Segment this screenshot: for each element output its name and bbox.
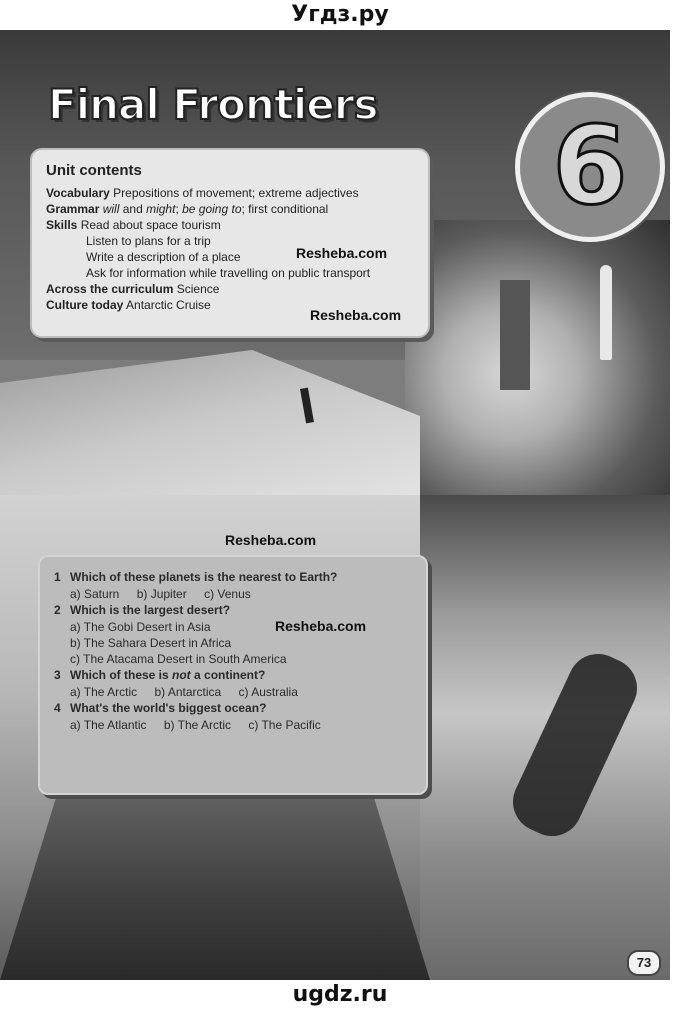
grammar-might: might <box>146 202 176 216</box>
skill-item: Write a description of a place <box>86 250 241 264</box>
vocabulary-label: Vocabulary <box>46 186 110 200</box>
space-shuttle <box>600 265 612 360</box>
site-header: Угдз.ру <box>291 2 389 27</box>
quiz-option: c) The Atacama Desert in South America <box>70 652 287 666</box>
culture-label: Culture today <box>46 298 124 312</box>
quiz-option: b) Antarctica <box>154 685 222 699</box>
quiz-option: a) The Gobi Desert in Asia <box>70 620 211 634</box>
quiz-option: b) Jupiter <box>136 587 187 601</box>
quiz-question <box>54 700 412 717</box>
quiz-option: c) The Pacific <box>248 718 321 732</box>
culture-text: Antarctic Cruise <box>126 298 211 312</box>
curriculum-text: Science <box>176 282 220 296</box>
grammar-rest: ; first conditional <box>241 202 329 216</box>
skill-item: Listen to plans for a trip <box>86 234 211 248</box>
question-text: Which of these is <box>70 668 173 682</box>
unit-number-badge <box>515 92 665 242</box>
contents-heading: Unit contents <box>46 162 142 179</box>
grammar-will: will <box>102 202 120 216</box>
skills-row <box>46 217 414 233</box>
question-text: a continent? <box>190 668 266 682</box>
skill-item: Ask for information while travelling on public transport <box>86 266 371 280</box>
question-number: 4 <box>54 701 61 715</box>
grammar-sep: ; <box>175 202 183 216</box>
quiz-question <box>54 569 412 586</box>
quiz-option: a) The Arctic <box>70 685 138 699</box>
grammar-row <box>46 201 414 217</box>
skill-item: Read about space tourism <box>80 218 221 232</box>
quiz-option: a) Saturn <box>70 587 120 601</box>
unit-number: 6 <box>552 104 628 229</box>
quiz-box <box>38 555 428 795</box>
launch-tower <box>500 280 530 390</box>
unit-title: Final Frontiers <box>48 80 378 129</box>
skills-label: Skills <box>46 218 78 232</box>
question-emphasis: not <box>172 668 191 682</box>
watermark: Resheba.com <box>275 618 367 634</box>
shuttle-launch-photo <box>405 220 670 500</box>
textbook-page <box>0 30 670 980</box>
watermark: Resheba.com <box>296 245 388 261</box>
desert-dune-photo <box>0 350 420 515</box>
grammar-label: Grammar <box>46 202 100 216</box>
question-number: 2 <box>54 603 61 617</box>
quiz-option: a) The Atlantic <box>70 718 147 732</box>
curriculum-row <box>46 281 414 297</box>
quiz-option: c) Venus <box>204 587 251 601</box>
quiz-question <box>54 602 412 619</box>
vocabulary-text: Prepositions of movement; extreme adjectives <box>113 186 359 200</box>
question-text: Which is the largest desert? <box>70 603 231 617</box>
quiz-options <box>54 717 412 733</box>
watermark: Resheba.com <box>310 307 402 323</box>
page-number: 73 <box>627 950 661 976</box>
question-text: What's the world's biggest ocean? <box>70 701 267 715</box>
quiz-option: b) The Arctic <box>163 718 231 732</box>
watermark: Resheba.com <box>225 532 317 548</box>
question-number: 1 <box>54 570 61 584</box>
icebreaker-ship-photo <box>0 770 430 980</box>
grammar-and: and <box>119 202 147 216</box>
curriculum-label: Across the curriculum <box>46 282 174 296</box>
quiz-options <box>54 684 412 700</box>
vocabulary-row <box>46 185 414 201</box>
site-footer: ugdz.ru <box>292 982 388 1007</box>
quiz-options <box>54 586 412 602</box>
quiz-option: c) Australia <box>238 685 298 699</box>
quiz-option: b) The Sahara Desert in Africa <box>70 636 232 650</box>
question-text: Which of these planets is the nearest to Earth? <box>70 570 338 584</box>
quiz-question <box>54 667 412 684</box>
grammar-going-to: be going to <box>182 202 242 216</box>
question-number: 3 <box>54 668 61 682</box>
